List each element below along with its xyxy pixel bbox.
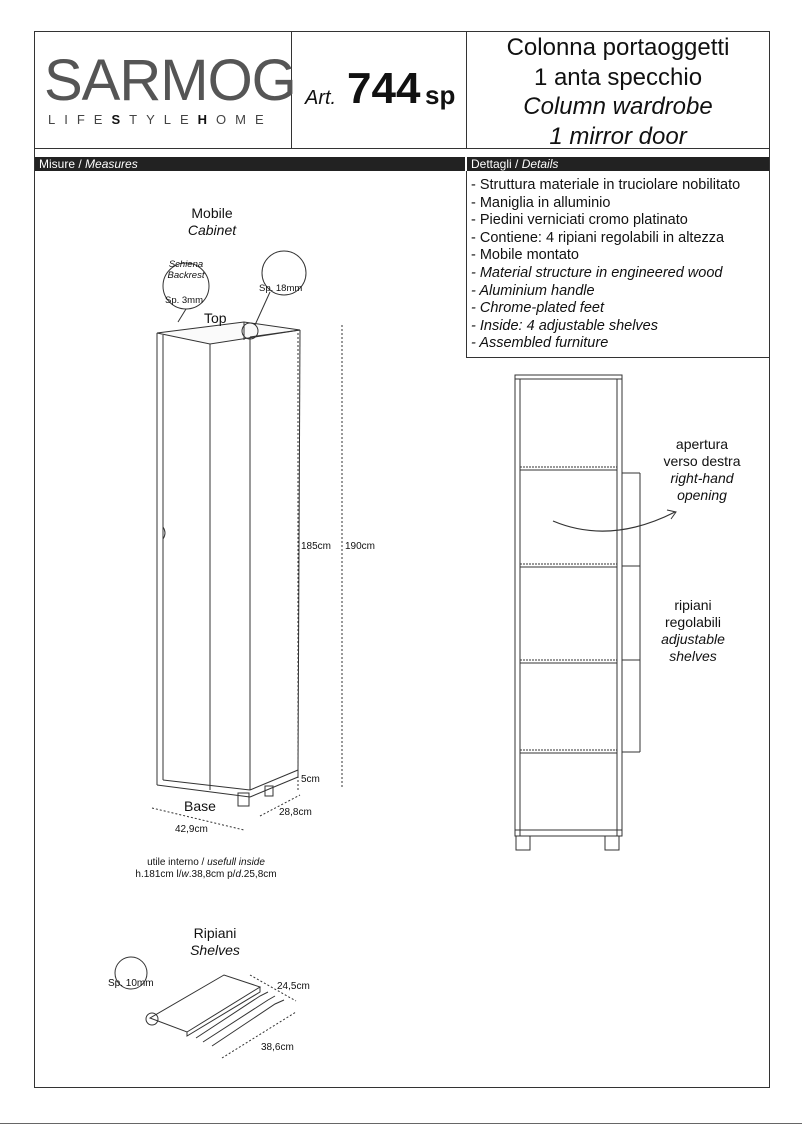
title-it-line2: 1 anta specchio	[533, 63, 703, 91]
backrest-thickness: Sp. 3mm	[165, 295, 204, 306]
shelf-depth: 24,5cm	[277, 981, 310, 992]
title-en-line2: 1 mirror door	[549, 122, 687, 150]
shelf-thickness: Sp. 10mm	[108, 978, 154, 989]
detail-item: - Assembled furniture	[471, 335, 609, 352]
title-it-line1: Colonna portaoggetti	[506, 34, 730, 61]
opening-label: apertura verso destra right-hand opening	[663, 436, 741, 503]
base-label: Base	[184, 798, 216, 814]
height-total: 190cm	[345, 541, 376, 552]
detail-item: - Aluminium handle	[471, 282, 595, 299]
article-number: 744	[347, 64, 421, 113]
cabinet-dimensions	[152, 325, 342, 830]
cabinet-drawing	[157, 251, 306, 806]
brand-logo: SARMOG	[44, 48, 296, 113]
article-label: Art.	[305, 87, 337, 109]
detail-item: - Contiene: 4 ripiani regolabili in altezza	[471, 229, 725, 246]
base-height: 5cm	[301, 774, 320, 785]
detail-item: - Inside: 4 adjustable shelves	[471, 317, 658, 334]
shelf-width: 38,6cm	[261, 1042, 294, 1053]
detail-item: - Chrome-plated feet	[471, 300, 604, 317]
cabinet-width: 42,9cm	[175, 824, 208, 835]
inside-dimensions: utile interno / usefull inside h.181cm l/w.38,8cm p/d.25,8cm	[135, 857, 277, 880]
cabinet-depth: 28,8cm	[279, 807, 312, 818]
details-band: Dettagli / Details	[467, 157, 769, 171]
title-en-line1: Column wardrobe	[523, 93, 713, 120]
brand-tagline: LIFESTYLEHOME	[48, 112, 273, 127]
detail-item: - Material structure in engineered wood	[471, 264, 723, 281]
adjustable-shelves-label: ripiani regolabili adjustable shelves	[661, 597, 725, 664]
shelves-title: Ripiani Shelves	[190, 925, 240, 958]
detail-item: - Maniglia in alluminio	[471, 194, 611, 211]
article-suffix: sp	[425, 80, 456, 110]
backrest-label: Schiena Backrest	[167, 259, 205, 281]
top-thickness: Sp. 18mm	[259, 283, 303, 294]
top-label: Top	[204, 310, 227, 326]
height-body: 185cm	[301, 541, 332, 552]
detail-item: - Mobile montato	[471, 247, 579, 264]
detail-item: - Struttura materiale in truciolare nobilitato	[471, 177, 741, 193]
measures-band: Misure / Measures	[35, 157, 465, 171]
detail-item: - Piedini verniciati cromo platinato	[471, 212, 688, 229]
cabinet-title: Mobile Cabinet	[187, 205, 237, 238]
